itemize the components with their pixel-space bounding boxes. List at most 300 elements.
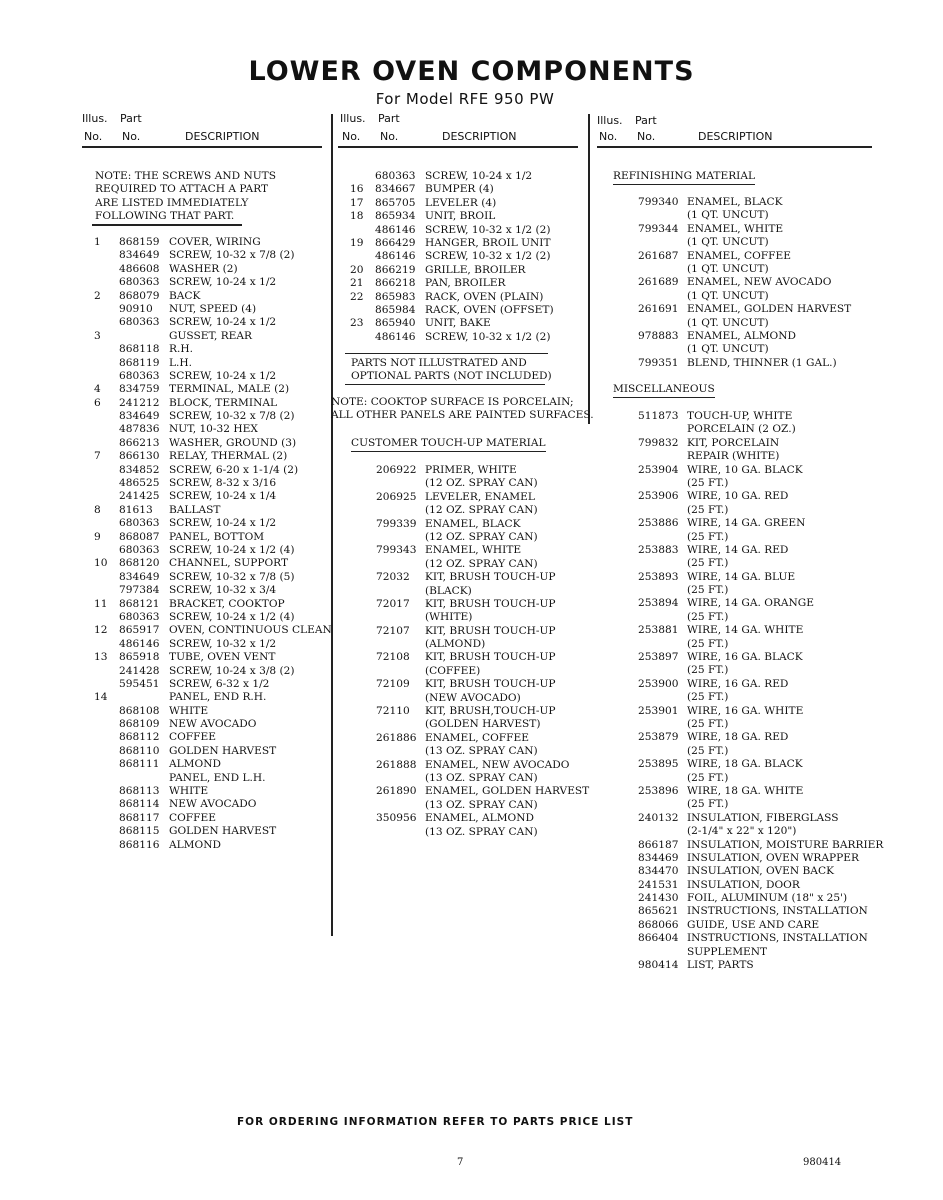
misc-list (612, 410, 882, 972)
part-number: 868112 (119, 731, 160, 744)
table-row (612, 330, 882, 343)
part-description: SCREW, 6-32 x 1/2 (169, 677, 270, 690)
table-row (612, 290, 882, 303)
part-description: (1 QT. UNCUT) (687, 343, 769, 356)
refinishing-heading: REFINISHING MATERIAL (613, 170, 755, 185)
part-description: LIST, PARTS (687, 959, 754, 972)
table-row (350, 250, 585, 263)
part-description: WHITE (169, 704, 209, 717)
table-row (612, 651, 882, 664)
part-number: 253895 (638, 758, 679, 771)
part-number: 866187 (638, 838, 679, 851)
table-row (94, 303, 329, 316)
part-number: 834649 (119, 570, 160, 583)
part-description: SCREW, 10-32 x 1/2 (2) (425, 330, 551, 343)
part-number: 241428 (119, 664, 160, 677)
part-description: KIT, BRUSH,TOUCH-UP (425, 705, 556, 718)
part-description: SCREW, 10-32 x 3/4 (169, 584, 277, 597)
part-number: 261691 (638, 303, 679, 316)
part-description: ENAMEL, ALMOND (425, 812, 534, 825)
table-row (350, 210, 585, 223)
part-description: ALMOND (169, 838, 221, 851)
table-row (350, 625, 585, 638)
table-row (350, 718, 585, 731)
part-description: WIRE, 14 GA. ORANGE (687, 597, 814, 610)
part-number: 261888 (376, 758, 417, 771)
header-part: Part (120, 112, 142, 125)
part-number: 680363 (119, 517, 160, 530)
part-description: PANEL, BOTTOM (169, 530, 265, 543)
table-row (94, 504, 329, 517)
part-number: 868116 (119, 838, 160, 851)
part-description: (12 OZ. SPRAY CAN) (425, 530, 538, 543)
table-row (612, 423, 882, 436)
part-description: ENAMEL, ALMOND (687, 329, 796, 342)
table-row (612, 772, 882, 785)
part-description: COFFEE (169, 811, 216, 824)
table-row (612, 919, 882, 932)
part-number: 261886 (376, 731, 417, 744)
part-description: NEW AVOCADO (169, 798, 257, 811)
table-row (350, 785, 590, 798)
header-part: Part (635, 114, 657, 127)
illus-number: 22 (350, 290, 364, 303)
table-row (94, 731, 329, 744)
part-number: 253893 (638, 570, 679, 583)
part-description: KIT, BRUSH TOUCH-UP (425, 651, 556, 664)
table-row (612, 865, 882, 878)
table-row (94, 249, 329, 262)
table-row (350, 224, 585, 237)
part-number: 868159 (119, 236, 160, 248)
part-number: 486146 (119, 637, 160, 650)
header-description: DESCRIPTION (185, 130, 260, 143)
part-number: 261890 (376, 785, 417, 798)
table-row (94, 450, 329, 463)
part-description: ENAMEL, BLACK (425, 517, 521, 530)
header-illus: Illus. (597, 114, 623, 127)
part-number: 866130 (119, 450, 160, 463)
table-row (612, 303, 882, 316)
part-description: HANGER, BROIL UNIT (425, 236, 551, 249)
illus-number: 20 (350, 263, 364, 276)
table-row (612, 812, 882, 825)
table-row (350, 651, 585, 664)
table-row (94, 276, 329, 289)
part-description: KIT, BRUSH TOUCH-UP (425, 597, 556, 610)
table-row (612, 490, 882, 503)
illus-number: 12 (94, 624, 108, 637)
part-number: 486146 (375, 223, 416, 236)
table-row (350, 544, 585, 557)
part-description: WHITE (169, 785, 209, 798)
table-row (94, 758, 329, 771)
table-row (350, 277, 585, 290)
part-description: BLEND, THINNER (1 GAL.) (687, 356, 837, 369)
header-rule (597, 146, 872, 148)
part-description: (1 QT. UNCUT) (687, 289, 769, 302)
section-rule (345, 353, 548, 354)
part-number: 72032 (376, 571, 410, 584)
part-description: KIT, PORCELAIN (687, 436, 780, 449)
table-row (350, 772, 585, 785)
ordering-info-footer: FOR ORDERING INFORMATION REFER TO PARTS PRICE LIST (237, 1116, 634, 1128)
table-row (612, 196, 882, 209)
part-description: INSULATION, FIBERGLASS (687, 811, 839, 824)
part-number: 799343 (376, 544, 417, 557)
part-number: 72108 (376, 651, 410, 664)
table-row (94, 745, 329, 758)
table-row (350, 678, 585, 691)
part-number: 253896 (638, 784, 679, 797)
part-description: WIRE, 14 GA. WHITE (687, 624, 804, 637)
table-row (94, 263, 329, 276)
part-description: WIRE, 10 GA. BLACK (687, 463, 803, 476)
illus-number: 3 (94, 329, 101, 342)
touchup-list (350, 464, 590, 839)
part-number: 868113 (119, 785, 160, 798)
part-number: 865983 (375, 290, 416, 303)
table-row (350, 638, 585, 651)
part-description: (WHITE) (425, 611, 473, 624)
refinishing-heading-wrap (613, 170, 755, 185)
table-row (94, 624, 332, 637)
table-row (94, 651, 329, 664)
screws-note: NOTE: THE SCREWS AND NUTS REQUIRED TO ATTACH A PART ARE LISTED IMMEDIATELY FOLLOWING THAT PART. (95, 170, 276, 223)
part-number: 680363 (119, 543, 160, 556)
part-description: REPAIR (WHITE) (687, 450, 780, 463)
part-number: 90910 (119, 302, 153, 315)
table-row (350, 826, 585, 839)
part-number: 834667 (375, 183, 416, 196)
part-description: (25 FT.) (687, 584, 729, 597)
part-number: 834649 (119, 410, 160, 423)
table-row (94, 825, 329, 838)
part-description: GRILLE, BROILER (425, 263, 526, 276)
table-row (612, 223, 882, 236)
part-description: BALLAST (169, 503, 221, 516)
illus-number: 21 (350, 277, 364, 290)
table-row (94, 839, 329, 852)
part-description: SCREW, 10-24 x 1/2 (169, 316, 277, 329)
part-description: (25 FT.) (687, 637, 729, 650)
part-description: SCREW, 10-24 x 1/2 (4) (169, 610, 295, 623)
table-row (612, 731, 882, 744)
misc-heading-wrap (613, 383, 715, 398)
part-description: GUIDE, USE AND CARE (687, 918, 820, 931)
table-row (612, 905, 882, 918)
part-description: UNIT, BAKE (425, 317, 491, 330)
table-row (350, 799, 585, 812)
table-row (350, 598, 585, 611)
part-number: 511873 (638, 410, 679, 422)
part-number: 865705 (375, 196, 416, 209)
table-row (612, 892, 882, 905)
table-row (350, 197, 585, 210)
table-row (612, 317, 882, 330)
part-number: 72110 (376, 705, 410, 718)
part-number: 866404 (638, 932, 679, 945)
part-description: ENAMEL, NEW AVOCADO (425, 758, 570, 771)
part-description: WIRE, 16 GA. WHITE (687, 704, 804, 717)
header-no: No. (122, 130, 141, 143)
cooktop-note: NOTE: COOKTOP SURFACE IS PORCELAIN; ALL OTHER PANELS ARE PAINTED SURFACES. (331, 396, 594, 422)
table-row (94, 638, 329, 651)
part-description: (1 QT. UNCUT) (687, 236, 769, 249)
table-row (612, 584, 882, 597)
part-number: 253901 (638, 704, 679, 717)
part-description: LEVELER (4) (425, 196, 497, 209)
part-description: INSULATION, DOOR (687, 878, 800, 891)
table-row (612, 798, 882, 811)
part-description: WIRE, 14 GA. BLUE (687, 570, 796, 583)
part-number: 486608 (119, 262, 160, 275)
part-description: ENAMEL, COFFEE (687, 249, 791, 262)
part-description: ENAMEL, GOLDEN HARVEST (687, 303, 852, 316)
part-description: (25 FT.) (687, 691, 729, 704)
table-row (612, 544, 882, 557)
part-description: TERMINAL, MALE (2) (169, 383, 290, 396)
table-row (612, 557, 882, 570)
part-description: (12 OZ. SPRAY CAN) (425, 477, 538, 490)
part-description: L.H. (169, 356, 193, 369)
table-row (94, 370, 329, 383)
table-row (350, 665, 585, 678)
part-description: WIRE, 16 GA. RED (687, 677, 789, 690)
illus-number: 8 (94, 503, 101, 516)
part-number: 868115 (119, 825, 160, 838)
part-description: SCREW, 10-32 x 7/8 (2) (169, 249, 295, 262)
part-description: PRIMER, WHITE (425, 464, 517, 476)
part-description: GUSSET, REAR (169, 329, 253, 342)
part-description: GOLDEN HARVEST (169, 744, 277, 757)
part-number: 866213 (119, 436, 160, 449)
table-row (612, 745, 882, 758)
illus-number: 17 (350, 196, 364, 209)
not-illustrated-heading: PARTS NOT ILLUSTRATED AND OPTIONAL PARTS (NOT INCLUDED) (351, 357, 552, 383)
part-number: 834759 (119, 383, 160, 396)
part-number: 253886 (638, 517, 679, 530)
part-number: 72107 (376, 624, 410, 637)
table-row (612, 464, 882, 477)
column-divider (331, 114, 333, 936)
part-description: BACK (169, 289, 201, 302)
table-row (612, 450, 882, 463)
part-description: WIRE, 14 GA. GREEN (687, 517, 806, 530)
part-description: INSULATION, MOISTURE BARRIER (687, 838, 884, 851)
part-description: R.H. (169, 343, 193, 356)
table-row (350, 732, 585, 745)
table-row (612, 611, 882, 624)
part-number: 595451 (119, 677, 160, 690)
illus-number: 18 (350, 210, 364, 223)
part-number: 799340 (638, 196, 679, 208)
part-description: FOIL, ALUMINUM (18" x 25') (687, 892, 848, 905)
part-description: (1 QT. UNCUT) (687, 316, 769, 329)
part-description: KIT, BRUSH TOUCH-UP (425, 571, 556, 584)
table-row (350, 571, 585, 584)
part-description: (BLACK) (425, 584, 472, 597)
part-number: 868111 (119, 758, 160, 771)
part-description: INSTRUCTIONS, INSTALLATION (687, 932, 868, 945)
part-number: 980414 (638, 959, 679, 972)
part-description: WIRE, 18 GA. RED (687, 731, 789, 744)
table-row (94, 691, 329, 704)
part-number: 866219 (375, 263, 416, 276)
part-number: 350956 (376, 812, 417, 825)
table-row (94, 236, 329, 249)
misc-heading: MISCELLANEOUS (613, 383, 715, 398)
part-number: 206925 (376, 490, 417, 503)
part-description: (12 OZ. SPRAY CAN) (425, 557, 538, 570)
table-row (94, 490, 329, 503)
table-row (612, 785, 882, 798)
table-row (612, 691, 882, 704)
part-number: 253894 (638, 597, 679, 610)
part-description: WIRE, 14 GA. RED (687, 543, 789, 556)
part-description: PANEL, END R.H. (169, 691, 267, 704)
table-row (94, 410, 329, 423)
table-row (94, 357, 329, 370)
part-description: KIT, BRUSH TOUCH-UP (425, 678, 556, 691)
part-number: 799351 (638, 356, 679, 369)
part-number: 834469 (638, 851, 679, 864)
part-number: 868079 (119, 289, 160, 302)
part-number: 865918 (119, 651, 160, 664)
table-row (350, 491, 585, 504)
table-row (612, 343, 882, 356)
table-row (94, 330, 329, 343)
table-row (94, 383, 329, 396)
col1-parts-list (94, 236, 332, 852)
illus-number: 23 (350, 317, 364, 330)
table-row (612, 624, 882, 637)
table-row (94, 397, 329, 410)
table-row (94, 423, 329, 436)
header-no: No. (380, 130, 399, 143)
table-row (94, 557, 329, 570)
table-row (94, 290, 329, 303)
part-number: 241531 (638, 878, 679, 891)
table-row (612, 517, 882, 530)
part-number: 868108 (119, 704, 160, 717)
part-description: NEW AVOCADO (169, 718, 257, 731)
table-row (94, 343, 329, 356)
part-description: RACK, OVEN (OFFSET) (425, 303, 554, 316)
part-description: SCREW, 10-24 x 1/2 (169, 276, 277, 289)
table-row (94, 785, 329, 798)
part-description: UNIT, BROIL (425, 210, 496, 223)
part-description: WIRE, 16 GA. BLACK (687, 651, 803, 664)
part-number: 81613 (119, 503, 153, 516)
part-number: 865621 (638, 905, 679, 918)
table-row (350, 331, 585, 344)
part-description: SCREW, 10-24 x 1/2 (169, 369, 277, 382)
part-number: 868110 (119, 744, 160, 757)
part-number: 680363 (119, 369, 160, 382)
table-row (350, 170, 585, 183)
table-row (612, 597, 882, 610)
part-description: (25 FT.) (687, 771, 729, 784)
part-number: 240132 (638, 811, 679, 824)
part-number: 253906 (638, 490, 679, 503)
header-description: DESCRIPTION (698, 130, 773, 143)
touchup-heading: CUSTOMER TOUCH-UP MATERIAL (351, 437, 546, 452)
part-number: 241425 (119, 490, 160, 503)
part-number: 680363 (375, 170, 416, 182)
table-row (350, 477, 585, 490)
table-row (350, 304, 585, 317)
illus-number: 9 (94, 530, 101, 543)
header-description: DESCRIPTION (442, 130, 517, 143)
header-rule (82, 146, 322, 148)
part-description: SCREW, 10-24 x 1/4 (169, 490, 277, 503)
table-row (612, 357, 882, 370)
part-description: WIRE, 18 GA. BLACK (687, 758, 803, 771)
part-number: 799832 (638, 436, 679, 449)
table-row (350, 558, 585, 571)
part-description: (ALMOND) (425, 638, 486, 651)
document-number: 980414 (803, 1157, 842, 1168)
part-description: SUPPLEMENT (687, 945, 768, 958)
illus-number: 10 (94, 557, 108, 570)
part-description: ENAMEL, NEW AVOCADO (687, 276, 832, 289)
table-row (612, 571, 882, 584)
table-row (612, 209, 882, 222)
part-description: INSTRUCTIONS, INSTALLATION (687, 905, 868, 918)
table-row (94, 517, 329, 530)
table-row (350, 705, 585, 718)
part-number: 487836 (119, 423, 160, 436)
part-description: ENAMEL, BLACK (687, 196, 783, 208)
table-row (612, 959, 882, 972)
table-row (350, 504, 585, 517)
part-number: 868114 (119, 798, 160, 811)
part-description: INSULATION, OVEN BACK (687, 865, 834, 878)
table-row (350, 531, 585, 544)
table-row (350, 812, 585, 825)
part-description: PAN, BROILER (425, 277, 506, 290)
part-description: NUT, SPEED (4) (169, 302, 257, 315)
table-row (350, 237, 585, 250)
part-number: 253879 (638, 731, 679, 744)
part-description: (25 FT.) (687, 476, 729, 489)
part-description: SCREW, 10-24 x 1/2 (425, 170, 533, 182)
header-no: No. (599, 130, 618, 143)
table-row (350, 264, 585, 277)
part-description: KIT, BRUSH TOUCH-UP (425, 624, 556, 637)
part-description: LEVELER, ENAMEL (425, 490, 535, 503)
table-row (612, 879, 882, 892)
part-number: 486146 (375, 330, 416, 343)
touchup-heading-wrap (351, 437, 546, 452)
header-rule (338, 146, 578, 148)
table-row (94, 437, 329, 450)
part-description: SCREW, 10-24 x 1/2 (169, 517, 277, 530)
part-description: SCREW, 10-32 x 7/8 (2) (169, 410, 295, 423)
table-row (350, 291, 585, 304)
part-number: 253904 (638, 463, 679, 476)
illus-number: 1 (94, 236, 101, 248)
header-no: No. (637, 130, 656, 143)
illus-number: 7 (94, 450, 101, 463)
part-description: COVER, WIRING (169, 236, 261, 248)
table-row (350, 759, 585, 772)
part-description: (1 QT. UNCUT) (687, 209, 769, 222)
table-row (94, 772, 329, 785)
table-row (350, 464, 585, 477)
part-description: (13 OZ. SPRAY CAN) (425, 745, 538, 758)
